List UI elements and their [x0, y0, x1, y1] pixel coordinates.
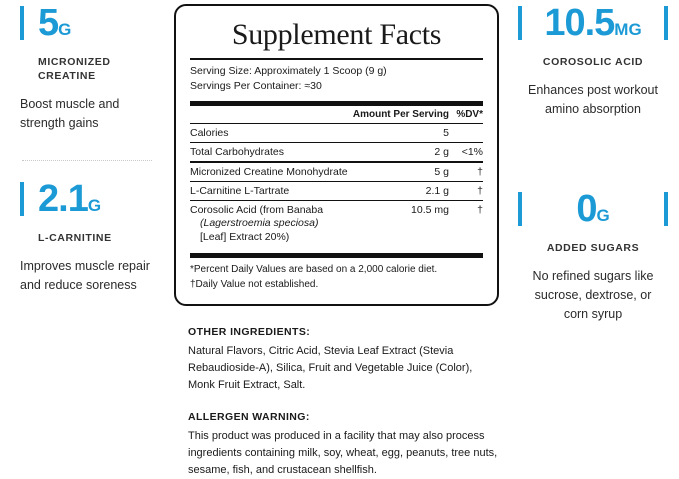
serving-size: Serving Size: Approximately 1 Scoop (9 g) — [190, 65, 387, 77]
highlight-added-sugars — [518, 190, 668, 324]
nutrient-name — [190, 201, 353, 248]
nutrient-name: Total Carbohydrates — [190, 143, 353, 163]
divider — [22, 160, 152, 161]
highlight-name: COROSOLIC ACID — [542, 56, 644, 68]
table-row — [190, 182, 483, 201]
highlight-corosolic-acid — [518, 4, 668, 119]
highlight-name: L-CARNITINE — [38, 232, 112, 244]
nutrition-table — [190, 106, 483, 247]
allergen-warning-heading: ALLERGEN WARNING: — [188, 411, 310, 423]
accent-bar-icon — [518, 192, 522, 226]
nutrient-dv: † — [449, 162, 483, 182]
accent-bar-icon — [20, 6, 24, 40]
panel-title: Supplement Facts — [231, 18, 442, 51]
table-row — [190, 201, 483, 248]
highlight-value: 0G — [576, 188, 610, 230]
highlight-description: No refined sugars like sucrose, dextrose, or corn syrup — [532, 269, 654, 321]
table-row — [190, 124, 483, 143]
nutrient-name: Micronized Creatine Monohydrate — [190, 162, 353, 182]
table-row — [190, 143, 483, 163]
accent-bar-icon — [664, 192, 668, 226]
header-amount-per-serving: Amount Per Serving — [353, 106, 449, 124]
nutrient-amount: 10.5 mg — [353, 201, 449, 248]
nutrient-dv: <1% — [449, 143, 483, 163]
highlight-value: 5G — [38, 2, 72, 44]
nutrient-name-main: Corosolic Acid (from Banaba — [190, 204, 324, 216]
other-ingredients-text: Natural Flavors, Citric Acid, Stevia Leaf Extract (Stevia Rebaudioside-A), Silica, Fruit and Vegetable Juice (Color), Monk Fruit Extract, Salt. — [188, 345, 473, 391]
highlight-description: Boost muscle and strength gains — [20, 97, 120, 130]
footnote-daily-values: *Percent Daily Values are based on a 2,000 calorie diet. — [190, 264, 438, 275]
highlight-creatine — [20, 4, 160, 133]
table-header-row — [190, 106, 483, 124]
nutrient-name: L-Carnitine L-Tartrate — [190, 182, 353, 201]
highlight-description: Improves muscle repair and reduce soreness — [20, 259, 150, 292]
nutrient-amount: 5 — [353, 124, 449, 143]
highlight-name: ADDED SUGARS — [546, 242, 640, 254]
highlight-name: MICRONIZED CREATINE — [38, 56, 111, 82]
footnotes — [190, 258, 483, 292]
nutrient-dv — [449, 124, 483, 143]
highlight-value: 10.5MG — [544, 2, 642, 44]
serving-info — [190, 60, 483, 97]
supplement-facts-panel — [174, 4, 499, 306]
servings-per-container: Servings Per Container: ≈30 — [190, 79, 322, 92]
nutrient-amount: 2.1 g — [353, 182, 449, 201]
highlight-value: 2.1G — [38, 178, 102, 220]
accent-bar-icon — [664, 6, 668, 40]
highlight-l-carnitine — [20, 180, 160, 295]
footnote-dv-not-established: †Daily Value not established. — [190, 278, 319, 290]
left-highlight-column — [0, 0, 160, 476]
nutrient-name: Calories — [190, 124, 353, 143]
accent-bar-icon — [20, 182, 24, 216]
header-blank — [190, 106, 353, 124]
other-ingredients-block — [188, 326, 500, 394]
other-ingredients-heading: OTHER INGREDIENTS: — [188, 326, 311, 338]
allergen-warning-text: This product was produced in a facility that may also process ingredients containing milk, soy, wheat, egg, peanuts, tree nuts, sesame, fish, and crustacean shellfish. — [188, 430, 498, 476]
nutrient-dv: † — [449, 201, 483, 248]
table-row — [190, 162, 483, 182]
nutrient-amount: 2 g — [353, 143, 449, 163]
nutrient-dv: † — [449, 182, 483, 201]
nutrient-subline-extract: [Leaf] Extract 20%) — [200, 231, 290, 243]
header-dv: %DV* — [456, 109, 483, 120]
allergen-warning-block — [188, 411, 500, 479]
highlight-description: Enhances post workout amino absorption — [528, 83, 658, 116]
accent-bar-icon — [518, 6, 522, 40]
nutrient-amount: 5 g — [353, 162, 449, 182]
right-highlight-column — [510, 0, 670, 476]
nutrient-subline-latin: (Lagerstroemia speciosa) — [200, 217, 319, 229]
